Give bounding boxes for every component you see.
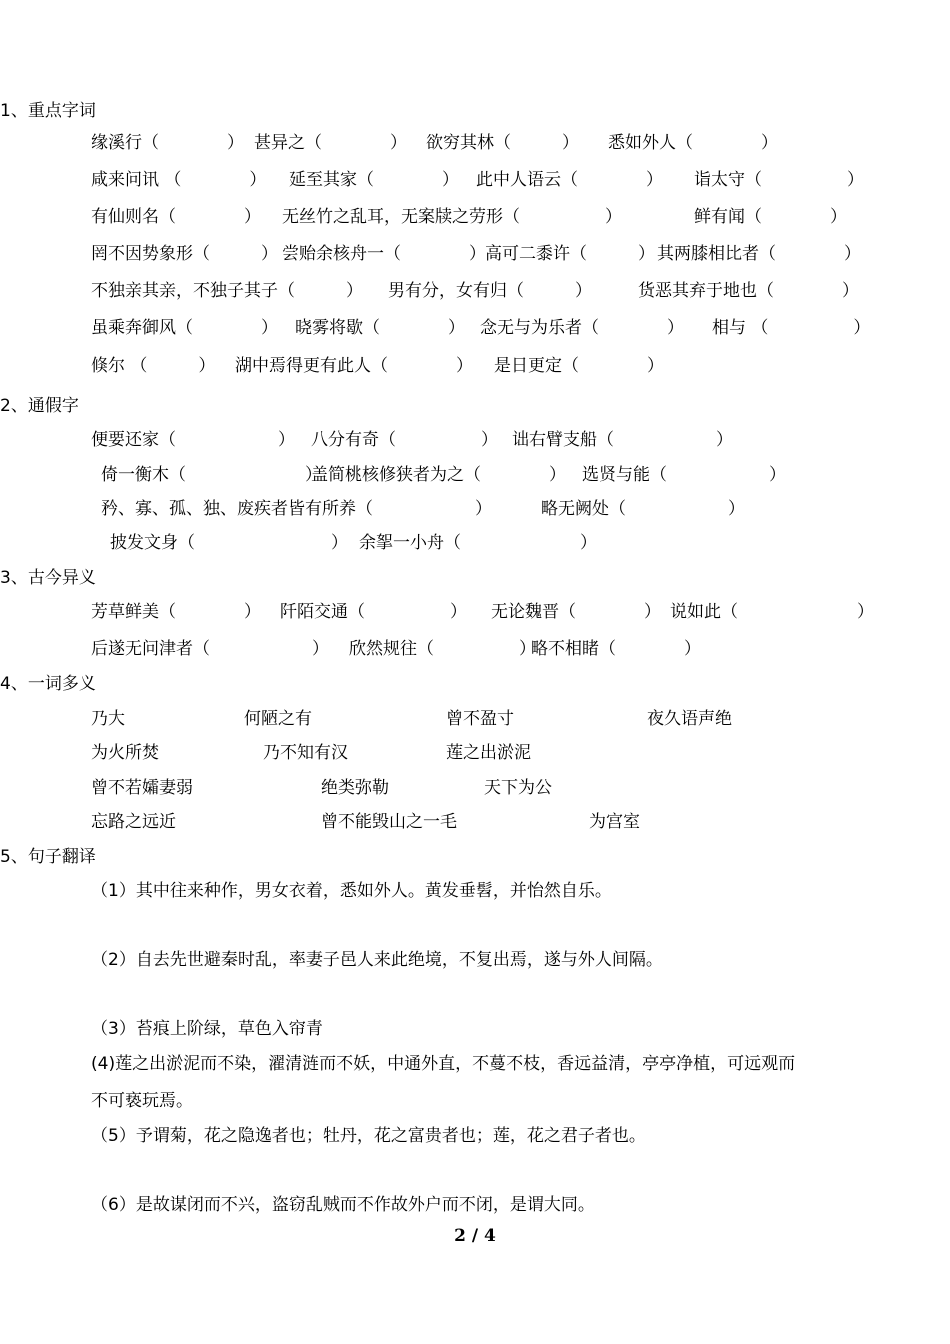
s2-row-4 (0, 528, 950, 558)
s1-item: 此中人语云（ ） (476, 170, 663, 190)
s2-item: 矜、寡、孤、独、废疾者皆有所养（ ） (101, 499, 492, 519)
s1-item: 无丝竹之乱耳，无案牍之劳形（ ） (282, 207, 622, 227)
section-3-heading: 3、古今异义 (0, 568, 96, 588)
s2-row-1 (0, 425, 950, 455)
s1-item: 不独亲其亲，不独子其子（ ） (91, 281, 363, 301)
s4-item: 为火所焚 (91, 743, 159, 763)
translation-sentence-4: (4)莲之出淤泥而不染，濯清涟而不妖，中通外直，不蔓不枝，香远益清，亭亭净植，可远观而 (91, 1054, 796, 1074)
s1-item: 罔不因势象形（ ） (91, 244, 278, 264)
s1-row-5 (0, 276, 950, 306)
section-2-heading: 2、通假字 (0, 396, 79, 416)
s4-row-4 (0, 807, 950, 837)
s2-row-2 (0, 460, 950, 490)
page-number: 2 / 4 (454, 1226, 496, 1246)
s1-item: 甚异之（ ） (254, 133, 407, 153)
s2-item: 便要还家（ ） (91, 430, 295, 450)
s2-item: 倚一衡木（ ） (101, 465, 322, 485)
s4-item: 曾不能毁山之一毛 (321, 812, 457, 832)
translation-sentence-6: （6）是故谋闭而不兴，盗窃乱贼而不作故外户而不闭，是谓大同。 (91, 1195, 595, 1215)
s4-item: 为宫室 (589, 812, 640, 832)
translation-sentence-4-cont: 不可亵玩焉。 (91, 1091, 193, 1111)
s3-item: 无论魏晋（ ） (491, 602, 661, 622)
s2-item: 余挐一小舟（ ） (359, 533, 597, 553)
s3-item: 说如此（ ） (670, 602, 874, 622)
s1-item: 高可二黍许（ ） (485, 244, 655, 264)
s4-item: 何陋之有 (244, 709, 312, 729)
s1-item: 欲穷其林（ ） (426, 133, 579, 153)
s1-item: 倏尔 （ ） (91, 356, 216, 376)
s1-item: 咸来问讯 （ ） (91, 170, 267, 190)
s4-item: 乃不知有汉 (263, 743, 348, 763)
s4-row-1 (0, 704, 950, 734)
s3-row-2 (0, 634, 950, 664)
s2-item: 略无阙处（ ） (541, 499, 745, 519)
translation-sentence-2: （2）自去先世避秦时乱，率妻子邑人来此绝境，不复出焉，遂与外人间隔。 (91, 950, 663, 970)
s1-item: 其两膝相比者（ ） (657, 244, 861, 264)
s1-item: 是日更定（ ） (494, 356, 664, 376)
translation-sentence-1: （1）其中往来种作，男女衣着，悉如外人。黄发垂髫，并怡然自乐。 (91, 881, 612, 901)
s1-row-7 (0, 351, 950, 381)
s4-row-2 (0, 738, 950, 768)
s2-row-3 (0, 494, 950, 524)
s1-item: 延至其家（ ） (289, 170, 459, 190)
s1-item: 晓雾将歇（ ） (295, 318, 465, 338)
s1-item: 念无与为乐者（ ） (480, 318, 684, 338)
s3-item: 略不相睹（ ） (531, 639, 701, 659)
s4-item: 忘路之远近 (91, 812, 176, 832)
s3-item: 芳草鲜美（ ） (91, 602, 261, 622)
s2-item: 诎右臂支船（ ） (512, 430, 733, 450)
s3-item: 欣然规往（ ） (349, 639, 536, 659)
section-1-heading: 1、重点字词 (0, 101, 96, 121)
s2-item: 披发文身（ ） (110, 533, 348, 553)
s4-item: 莲之出淤泥 (446, 743, 531, 763)
s2-item: 选贤与能（ ） (582, 465, 786, 485)
s3-item: 阡陌交通（ ） (280, 602, 467, 622)
s1-item: 湖中焉得更有此人（ ） (235, 356, 473, 376)
s1-item: 尝贻余核舟一（ ） (282, 244, 486, 264)
s1-item: 虽乘奔御风（ ） (91, 318, 278, 338)
s2-item: 盖简桃核修狭者为之（ ） (311, 465, 566, 485)
s1-item: 悉如外人（ ） (608, 133, 778, 153)
s4-item: 天下为公 (484, 778, 552, 798)
translation-sentence-5: （5）予谓菊，花之隐逸者也；牡丹，花之富贵者也；莲，花之君子者也。 (91, 1126, 646, 1146)
section-4-heading: 4、一词多义 (0, 674, 96, 694)
s3-item: 后遂无问津者（ ） (91, 639, 329, 659)
s4-row-3 (0, 773, 950, 803)
s1-item: 缘溪行（ ） (91, 133, 244, 153)
s1-row-1 (0, 128, 950, 158)
s3-row-1 (0, 597, 950, 627)
s1-row-2 (0, 165, 950, 195)
s4-item: 曾不若孀妻弱 (91, 778, 193, 798)
s4-item: 曾不盈寸 (446, 709, 514, 729)
s4-item: 绝类弥勒 (321, 778, 389, 798)
translation-sentence-3: （3）苔痕上阶绿，草色入帘青 (91, 1019, 323, 1039)
s1-item: 货恶其弃于地也（ ） (638, 281, 859, 301)
s4-item: 乃大 (91, 709, 125, 729)
s1-row-4 (0, 239, 950, 269)
s4-item: 夜久语声绝 (647, 709, 732, 729)
s1-item: 相与 （ ） (712, 318, 871, 338)
s1-item: 男有分，女有归（ ） (388, 281, 592, 301)
s1-row-6 (0, 313, 950, 343)
s1-row-3 (0, 202, 950, 232)
s1-item: 鲜有闻（ ） (694, 207, 847, 227)
s2-item: 八分有奇（ ） (311, 430, 498, 450)
section-5-heading: 5、句子翻译 (0, 847, 96, 867)
s1-item: 诣太守（ ） (694, 170, 864, 190)
s1-item: 有仙则名（ ） (91, 207, 261, 227)
